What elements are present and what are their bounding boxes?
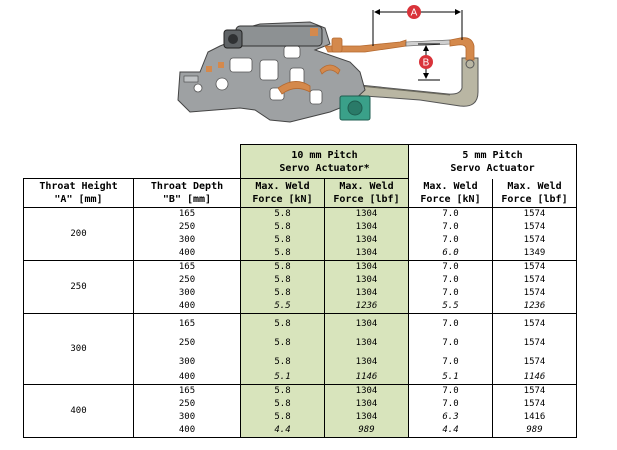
col-header-kn-10mm: Max. Weld Force [kN] (241, 179, 325, 208)
table-row: 250 5.8 1304 7.0 1574 (24, 398, 577, 411)
col-header-throat-height: Throat Height "A" [mm] (24, 179, 134, 208)
col-header-throat-depth: Throat Depth "B" [mm] (134, 179, 241, 208)
group-header-10mm: 10 mm Pitch Servo Actuator* (241, 145, 409, 179)
upper-electrode (450, 38, 474, 60)
table-row: 400 4.4 989 4.4 989 (24, 424, 577, 438)
table-row: 300 5.8 1304 7.0 1574 (24, 234, 577, 247)
table-row: 400 5.5 1236 5.5 1236 (24, 300, 577, 314)
weld-force-table (23, 144, 577, 438)
table-row: 400 165 5.8 1304 7.0 1574 (24, 385, 577, 399)
table-row: 300 5.8 1304 7.0 1574 (24, 352, 577, 371)
throat-height-cell: 200 (24, 208, 134, 261)
col-header-lbf-5mm: Max. Weld Force [lbf] (493, 179, 577, 208)
table-row: 400 5.1 1146 5.1 1146 (24, 371, 577, 385)
col-header-kn-5mm: Max. Weld Force [kN] (409, 179, 493, 208)
table-row: 250 165 5.8 1304 7.0 1574 (24, 261, 577, 275)
table-row: 300 5.8 1304 7.0 1574 (24, 287, 577, 300)
dimension-b-label: B (422, 57, 430, 69)
dimension-a-label: A (410, 7, 418, 19)
table-row: 200 165 5.8 1304 7.0 1574 (24, 208, 577, 222)
table-row: 400 5.8 1304 6.0 1349 (24, 247, 577, 261)
table-row: 300 165 5.8 1304 7.0 1574 (24, 314, 577, 334)
table-row: 300 5.8 1304 6.3 1416 (24, 411, 577, 424)
table-row: 250 5.8 1304 7.0 1574 (24, 274, 577, 287)
table-row: 250 5.8 1304 7.0 1574 (24, 221, 577, 234)
actuator-body (236, 26, 322, 46)
col-header-lbf-10mm: Max. Weld Force [lbf] (325, 179, 409, 208)
throat-height-cell: 250 (24, 261, 134, 314)
group-header-5mm: 5 mm Pitch Servo Actuator (409, 145, 577, 179)
throat-height-cell: 400 (24, 385, 134, 438)
weld-gun-drawing (160, 0, 520, 140)
throat-height-cell: 300 (24, 314, 134, 385)
table-row: 250 5.8 1304 7.0 1574 (24, 333, 577, 352)
